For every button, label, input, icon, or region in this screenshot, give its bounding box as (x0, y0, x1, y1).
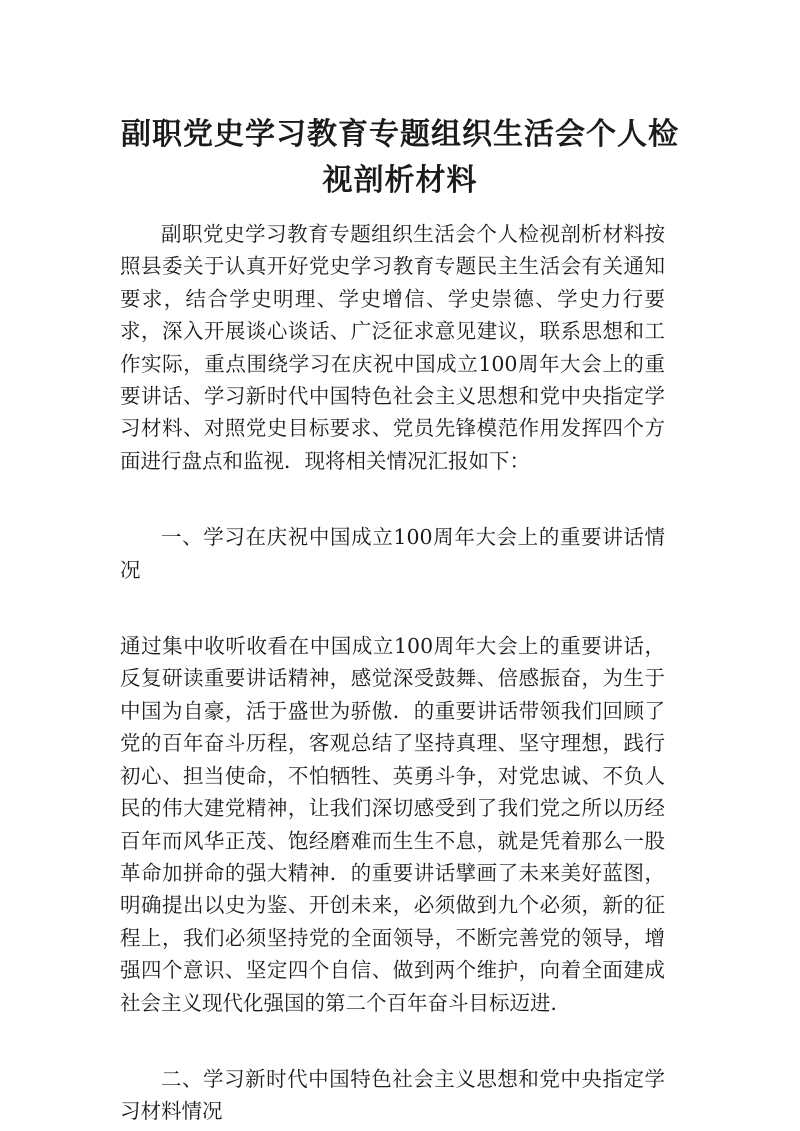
document-title: 副职党史学习教育专题组织生活会个人检视剖析材料 (121, 117, 679, 198)
section-heading-1: 一、学习在庆祝中国成立100周年大会上的重要讲话情况 (120, 525, 665, 582)
paragraph-spacer (120, 586, 665, 630)
paragraph-spacer (120, 1019, 665, 1063)
section-1-paragraph: 通过集中收听收看在中国成立100周年大会上的重要讲话，反复研读重要讲话精神，感觉深受鼓舞、倍感振奋，为生于中国为自豪，活于盛世为骄傲．的重要讲话带领我们回顾了党的百年奋斗历程，客观总结了坚持真理、坚守理想，践行初心、担当使命，不怕牺牲、英勇斗争，对党忠诚、不负人民的伟大建党精神，让我们深切感受到了我们党之所以历经百年而风华正茂、饱经磨难而生生不息，就是凭着那么一股革命加拼命的强大精神．的重要讲话擘画了未来美好蓝图，明确提出以史为鉴、开创未来，必须做到九个必须，新的征程上，我们必须坚持党的全面领导，不断完善党的领导，增强四个意识、坚定四个自信、做到两个维护，向着全面建成社会主义现代化强国的第二个百年奋斗目标迈进． (120, 634, 665, 1015)
section-heading-2: 二、学习新时代中国特色社会主义思想和党中央指定学习材料情况 (120, 1066, 665, 1124)
paragraph-spacer (120, 477, 665, 521)
document-body (120, 218, 665, 1128)
intro-paragraph: 副职党史学习教育专题组织生活会个人检视剖析材料按照县委关于认真开好党史学习教育专题民主生活会有关通知要求，结合学史明理、学史增信、学史崇德、学史力行要求，深入开展谈心谈话、广泛征求意见建议，联系思想和工作实际，重点围绕学习在庆祝中国成立100周年大会上的重要讲话、学习新时代中国特色社会主义思想和党中央指定学习材料、对照党史目标要求、党员先锋模范作用发挥四个方面进行盘点和监视．现将相关情况汇报如下： (120, 222, 665, 473)
